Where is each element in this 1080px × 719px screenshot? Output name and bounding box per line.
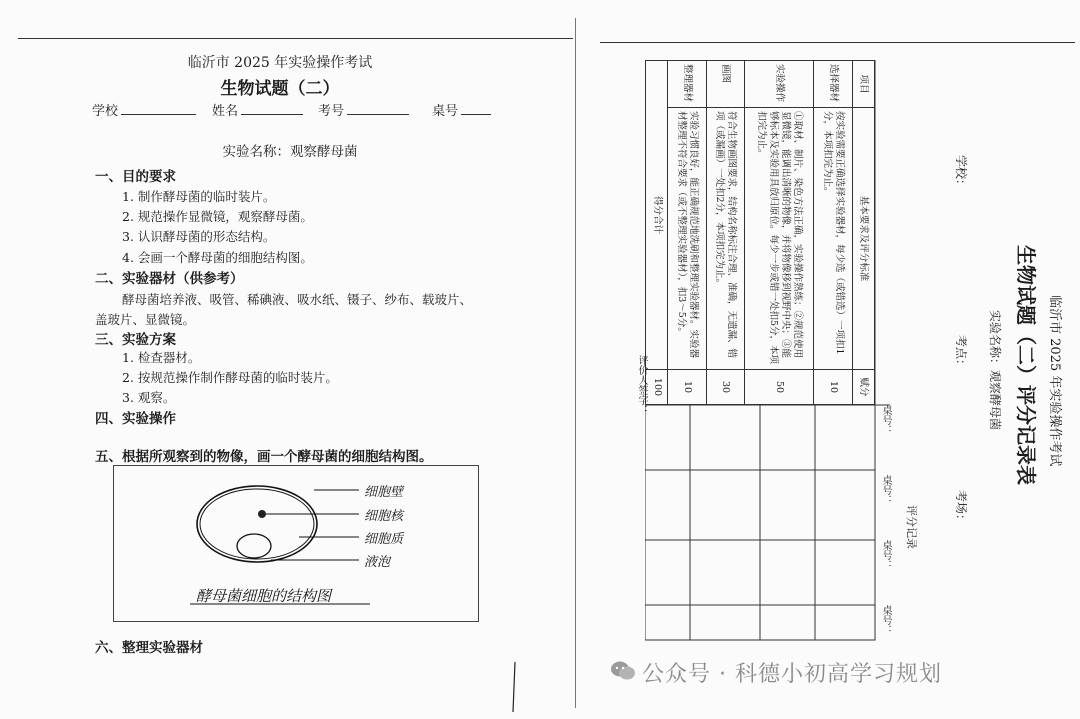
- section3-item: 1. 检查器材。: [122, 350, 201, 365]
- left-header-line1: 临沂市 2025 年实验操作考试: [187, 55, 373, 71]
- section6-title: 六、整理实验器材: [95, 640, 203, 656]
- rubric-header-item: 项目: [852, 61, 874, 108]
- section2-text: 酵母菌培养液、吸管、稀碘液、吸水纸、镊子、纱布、载玻片、: [122, 292, 473, 307]
- rubric-row-item: 画图: [706, 61, 744, 108]
- label-exam-room: 考场：: [954, 490, 968, 527]
- watermark-text: 公众号 · 科德小初高学习规划: [642, 662, 942, 687]
- drawing-caption: 酵母菌细胞的结构图: [196, 587, 332, 605]
- nucleus-dot: [258, 510, 266, 518]
- desk-label: 桌号：: [880, 605, 891, 635]
- rubric-row-item: 选择器材: [814, 61, 852, 108]
- section1-title: 一、目的要求: [95, 169, 176, 185]
- rubric-row-standard: ①取材、制片、染色方法正确，实验操作熟练；②规范使用显微镜，能调出清晰的物像，并将物像移到视野中央；③能够标本及实验用具放归原位。每少一步或错一处扣5分，本项扣完为止。: [744, 108, 814, 370]
- rubric-total-score: 100: [646, 370, 668, 405]
- label-school: 学校：: [954, 155, 968, 192]
- left-header-title: 生物试题（二）: [220, 79, 340, 99]
- rubric-header-score: 赋分: [852, 370, 874, 405]
- label-nucleus: 细胞核: [364, 509, 404, 524]
- wechat-icon: [610, 660, 636, 682]
- score-record-grid: [645, 60, 890, 660]
- top-rule-right: [600, 42, 1075, 43]
- rubric-row-item: 实验操作: [744, 61, 814, 108]
- right-header-line1: 临沂市 2025 年实验操作考试: [1047, 295, 1062, 467]
- section3-item: 3. 观察。: [122, 390, 176, 405]
- rubric-row-standard: 符合生物画图要求，结构名称标注合理、准确，无遗漏、错项（或漏画）一处扣2分，本项扣完为止。: [706, 108, 744, 370]
- page-fold: [575, 18, 576, 708]
- info-name: 姓名: [212, 100, 303, 119]
- rubric-row-score: 50: [744, 370, 814, 405]
- cell-membrane-outline: [200, 489, 314, 559]
- label-cytoplasm: 细胞质: [364, 532, 404, 547]
- label-vacuole: 液泡: [364, 555, 391, 570]
- section3-item: 2. 按规范操作制作酵母菌的临时装片。: [122, 370, 338, 385]
- signature-label: 评价人签字：: [636, 355, 647, 415]
- label-score-record: 评分记录: [905, 505, 918, 549]
- right-experiment-name: 实验名称：观察酵母菌: [988, 310, 1002, 431]
- label-cell-wall: 细胞壁: [364, 485, 404, 500]
- section3-title: 三、实验方案: [95, 332, 176, 348]
- section2-text: 盖玻片、显微镜。: [95, 312, 196, 327]
- rubric-header-standard: 基本要求及评分标准: [852, 108, 874, 370]
- section1-item: 2. 规范操作显微镜，观察酵母菌。: [122, 209, 313, 224]
- rubric-row-standard: 实验习惯良好，能正确规范地洗刷和整理实验器材。实验器材整理不符合要求（或不整理实验器材），扣3～5分。: [668, 108, 706, 370]
- rubric-row-standard: 按实验需要正确选择实验器材，每少选（或错选）一项扣1分，本项扣完为止。: [814, 108, 852, 370]
- section1-item: 1. 制作酵母菌的临时装片。: [122, 189, 276, 204]
- rubric-total-label: 得分合计: [646, 61, 668, 370]
- pen-mark: [505, 660, 525, 715]
- vacuole-outline: [237, 534, 271, 558]
- rubric-row-score: 30: [706, 370, 744, 405]
- rubric-row-score: 10: [668, 370, 706, 405]
- rubric-row-item: 整理器材: [668, 61, 706, 108]
- info-exam-number: 考号: [318, 100, 409, 119]
- label-exam-point: 考点：: [954, 335, 968, 372]
- section5-title: 五、根据所观察到的物像，画一个酵母菌的细胞结构图。: [95, 449, 433, 465]
- desk-label: 桌号：: [880, 475, 891, 505]
- desk-label: 桌号：: [880, 405, 891, 435]
- info-school: 学校: [92, 100, 196, 119]
- section4-title: 四、实验操作: [95, 411, 176, 427]
- right-header-area: [880, 60, 1080, 660]
- experiment-name: 实验名称：观察酵母菌: [222, 144, 358, 160]
- right-header-title: 生物试题（二）评分记录表: [1014, 245, 1038, 485]
- info-desk-number: 桌号: [432, 100, 491, 119]
- cell-wall-outline: [197, 486, 317, 562]
- section2-title: 二、实验器材（供参考）: [95, 271, 244, 287]
- section1-item: 4. 会画一个酵母菌的细胞结构图。: [122, 250, 313, 265]
- desk-label: 桌号：: [880, 540, 891, 570]
- rubric-row-score: 10: [814, 370, 852, 405]
- section1-item: 3. 认识酵母菌的形态结构。: [122, 229, 276, 244]
- drawing-box: [113, 465, 479, 622]
- top-rule-left: [18, 38, 573, 39]
